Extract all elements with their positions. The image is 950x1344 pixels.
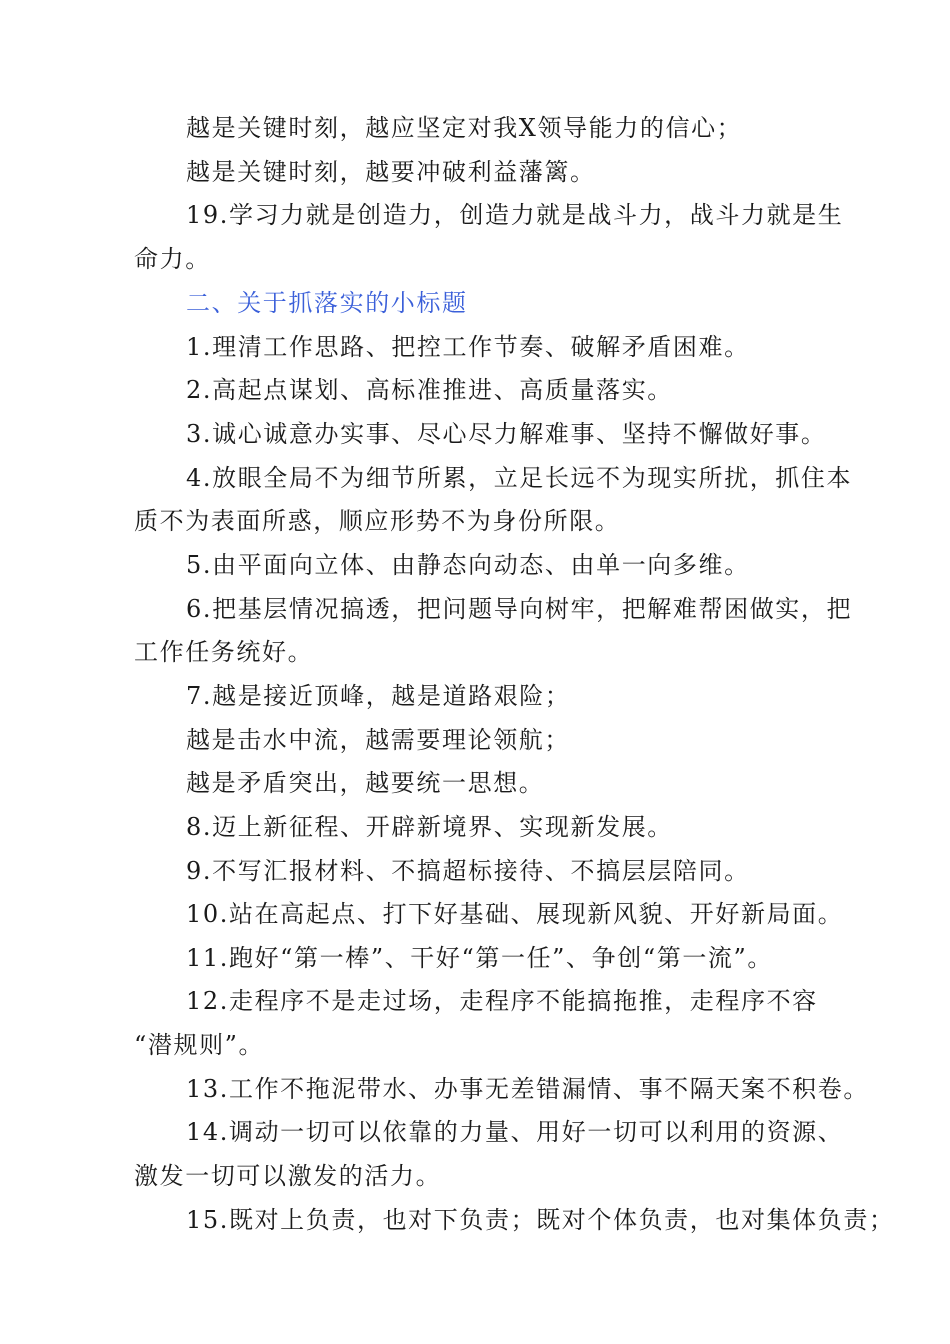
text-line: 13.工作不拖泥带水、办事无差错漏情、事不隔天案不积卷。 — [186, 1075, 869, 1103]
text-line: 15.既对上负责，也对下负责；既对个体负责，也对集体负责； — [186, 1206, 895, 1234]
text-line: 命力。 — [134, 245, 211, 273]
text-line: 工作任务统好。 — [134, 638, 314, 666]
text-line: 9.不写汇报材料、不搞超标接待、不搞层层陪同。 — [186, 857, 750, 885]
text-line: 越是矛盾突出，越要统一思想。 — [186, 769, 545, 797]
text-line: 质不为表面所惑，顺应形势不为身份所限。 — [134, 507, 621, 535]
text-line: 越是击水中流，越需要理论领航； — [186, 726, 570, 754]
text-line: “潜规则”。 — [134, 1031, 265, 1059]
text-line: 14.调动一切可以依靠的力量、用好一切可以利用的资源、 — [186, 1118, 844, 1146]
text-line: 8.迈上新征程、开辟新境界、实现新发展。 — [186, 813, 673, 841]
text-line: 6.把基层情况搞透，把问题导向树牢，把解难帮困做实，把 — [186, 595, 853, 623]
section-heading: 二、关于抓落实的小标题 — [186, 289, 468, 317]
text-line: 1.理清工作思路、把控工作节奏、破解矛盾困难。 — [186, 333, 750, 361]
text-line: 19.学习力就是创造力，创造力就是战斗力，战斗力就是生 — [186, 201, 844, 229]
text-line: 2.高起点谋划、高标准推进、高质量落实。 — [186, 376, 673, 404]
text-line: 3.诚心诚意办实事、尽心尽力解难事、坚持不懈做好事。 — [186, 420, 827, 448]
text-line: 10.站在高起点、打下好基础、展现新风貌、开好新局面。 — [186, 900, 844, 928]
text-line: 12.走程序不是走过场，走程序不能搞拖推，走程序不容 — [186, 987, 818, 1015]
text-line: 4.放眼全局不为细节所累，立足长远不为现实所扰，抓住本 — [186, 464, 853, 492]
text-line: 5.由平面向立体、由静态向动态、由单一向多维。 — [186, 551, 750, 579]
text-line: 越是关键时刻，越应坚定对我X领导能力的信心； — [186, 114, 743, 142]
text-line: 激发一切可以激发的活力。 — [134, 1162, 442, 1190]
text-line: 11.跑好“第一棒”、干好“第一任”、争创“第一流”。 — [186, 944, 773, 972]
text-line: 越是关键时刻，越要冲破利益藩篱。 — [186, 158, 596, 186]
text-line: 7.越是接近顶峰，越是道路艰险； — [186, 682, 571, 710]
